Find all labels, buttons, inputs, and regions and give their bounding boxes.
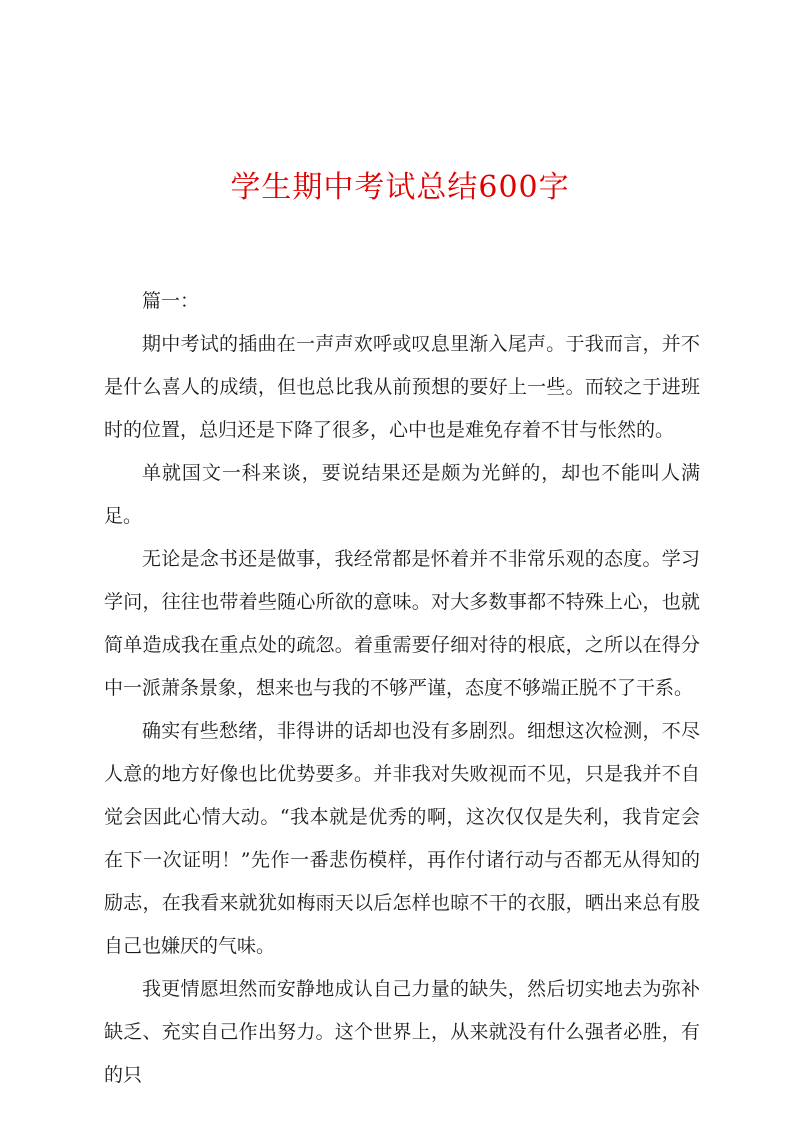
paragraph-2: 单就国文一科来谈，要说结果还是颇为光鲜的，却也不能叫人满足。 xyxy=(104,462,700,527)
document-body xyxy=(104,286,700,1097)
document-title: 学生期中考试总结600字 xyxy=(230,170,570,205)
paragraph-5: 我更情愿坦然而安静地成认自己力量的缺失，然后切实地去为弥补缺乏、充实自己作出努力。这个世界上，从来就没有什么强者必胜，有的只 xyxy=(104,978,700,1086)
section-label: 篇一： xyxy=(142,290,200,312)
paragraph-4: 确实有些愁绪，非得讲的话却也没有多剧烈。细想这次检测，不尽人意的地方好像也比优势要多。并非我对失败视而不见，只是我并不自觉会因此心情大动。“我本就是优秀的啊，这次仅仅是失利，我肯定会在下一次证明！”先作一番悲伤模样，再作付诸行动与否都无从得知的励志，在我看来就犹如梅雨天以后怎样也晾不干的衣服，晒出来总有股自己也嫌厌的气味。 xyxy=(104,720,700,957)
paragraph-3: 无论是念书还是做事，我经常都是怀着并不非常乐观的态度。学习学问，往往也带着些随心所欲的意味。对大多数事都不特殊上心，也就简单造成我在重点处的疏忽。着重需要仔细对待的根底，之所以在得分中一派萧条景象，想来也与我的不够严谨，态度不够端正脱不了干系。 xyxy=(104,548,700,699)
paragraph-1: 期中考试的插曲在一声声欢呼或叹息里渐入尾声。于我而言，并不是什么喜人的成绩，但也总比我从前预想的要好上一些。而较之于进班时的位置，总归还是下降了很多，心中也是难免存着不甘与怅然的。 xyxy=(104,333,700,441)
